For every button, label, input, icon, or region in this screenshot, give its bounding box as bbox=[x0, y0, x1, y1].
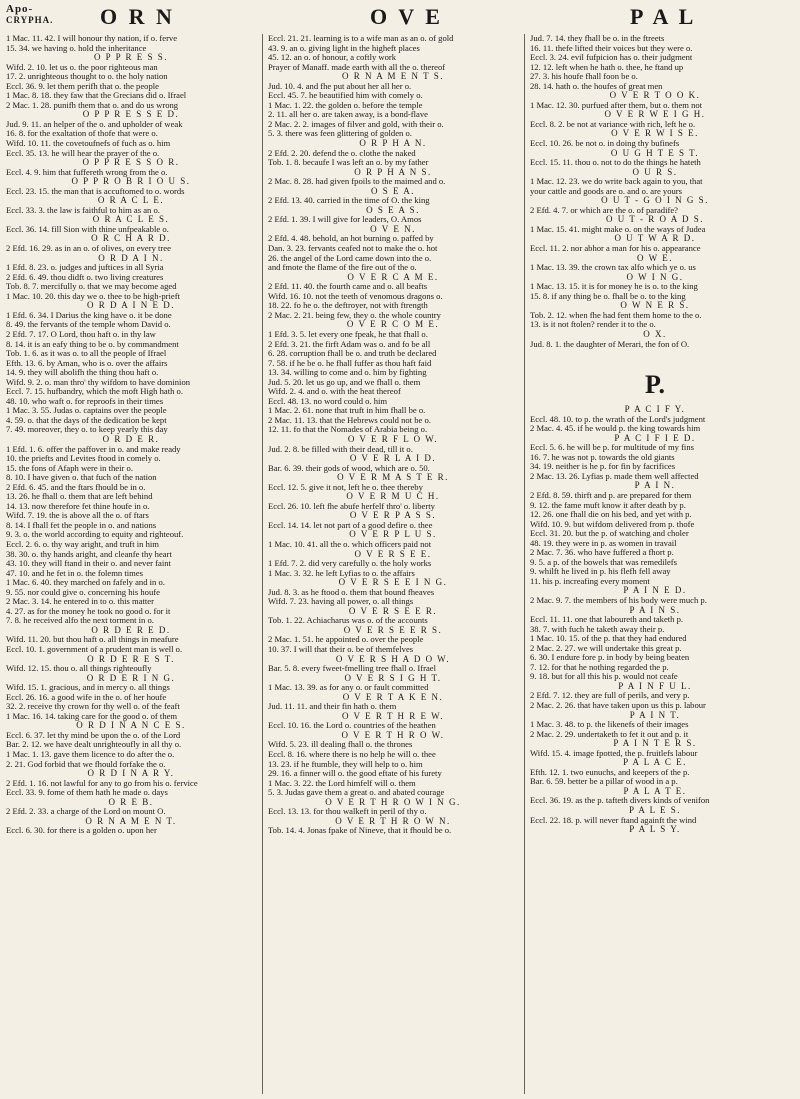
entry-line: Eccl. 10. 1. government of a prudent man is well o. bbox=[6, 645, 183, 654]
entry-line: Bar. 6. 59. better be a pillar of wood in a p. bbox=[530, 777, 678, 787]
headword: O V E R M U C H. bbox=[346, 492, 440, 502]
entry-line: 14. 9. they will abolifh the thing thou haft o. bbox=[6, 368, 159, 378]
headword: O P P R E S S O R. bbox=[82, 158, 180, 168]
entry-line: 1 Mac. 3. 32. he left Lyfias to o. the affairs bbox=[268, 568, 415, 578]
entry-line: 2. 21. God forbid that we fhould forfake the o. bbox=[6, 759, 166, 769]
entry-line: 8. 14. it is an eafy thing to be o. by commandment bbox=[6, 339, 179, 349]
entry-line: Eccl. 48. 13. no word could o. him bbox=[268, 396, 388, 406]
headword: O U T W A R D. bbox=[614, 234, 696, 244]
entry-line: Jud. 7. 14. they fhall be o. in the ftreets bbox=[530, 34, 665, 43]
headword: O U T - G O I N G S. bbox=[601, 196, 709, 206]
entry-line: 14. 13. now therefore fet thine houfe in o. bbox=[6, 501, 150, 511]
entry-line: 1 Mac. 2. 61. none that truft in him fhall be o. bbox=[268, 406, 426, 416]
entry-line: Prayer of Manaff. made earth with all the o. thereof bbox=[268, 62, 446, 72]
entry-line: 9. 12. the fame muft know it after death by p. bbox=[530, 500, 686, 510]
entry-line: 1 Mac. 8. 18. they faw that the Grecians did o. Ifrael bbox=[6, 91, 187, 101]
entry-line: Eccl. 5. 6. he will be p. for multitude of my fins bbox=[530, 443, 694, 453]
entry-line: 1 Mac. 10. 15. of the p. that they had endured bbox=[530, 634, 687, 644]
entry-line: 2 Efd. 1. 39. I will give for leaders, O. Amos bbox=[268, 215, 422, 225]
entry-line: 38. 30. o. thy hands aright, and cleanfe thy heart bbox=[6, 549, 172, 559]
headword: O R C H A R D. bbox=[91, 234, 171, 244]
entry-line: 38. 7. with fuch he taketh away their p. bbox=[530, 624, 665, 634]
header-word-2: O V E bbox=[370, 4, 443, 29]
headword: P A I N F U L. bbox=[618, 681, 692, 691]
column-2 bbox=[268, 34, 518, 1094]
headword: P A I N. bbox=[634, 481, 676, 491]
entry-line: 1 Mac. 1. 22. the golden o. before the temple bbox=[268, 100, 423, 110]
entry-line: 1 Mac. 1. 13. gave them licence to do after the o. bbox=[6, 750, 175, 760]
entry-line: 43. 9. an o. giving light in the higheft places bbox=[268, 43, 420, 53]
entry-line: 1 Mac. 3. 55. Judas o. captains over the people bbox=[6, 406, 167, 416]
entry-line: Eccl. 11. 11. one that laboureth and taketh p. bbox=[530, 615, 684, 625]
entry-line: 6. 28. corruption fhall be o. and truth be declared bbox=[268, 349, 437, 359]
entry-line: 13. is it not ftolen? render it to the o. bbox=[530, 320, 656, 330]
entry-line: 2 Efd. 2. 33. a charge of the Lord on mount O. bbox=[6, 807, 166, 817]
entry-line: Wifd. 16. 10. not the teeth of venomous dragons o. bbox=[268, 291, 443, 301]
entry-line: Eccl. 7. 15. hufbandry, which the moft High hath o. bbox=[6, 387, 184, 397]
header-apocrypha-top: Apo- bbox=[6, 3, 34, 15]
headword: P A I N T. bbox=[629, 710, 681, 720]
entry-line: 9. whilft he lived in p. his flefh fell away bbox=[530, 567, 671, 577]
entry-line: Eccl. 36. 14. fill Sion with thine unfpeakable o. bbox=[6, 224, 169, 234]
entry-line: Eccl. 35. 13. he will hear the prayer of the o. bbox=[6, 148, 160, 158]
entry-line: Eccl. 12. 5. give it not, left he o. thee thereby bbox=[268, 482, 423, 492]
entry-line: Eccl. 10. 26. be not o. in doing thy bufinefs bbox=[530, 139, 680, 149]
entry-line: Wifd. 11. 20. but thou haft o. all things in meafure bbox=[6, 635, 179, 645]
entry-line: 1 Mac. 16. 14. taking care for the good o. of them bbox=[6, 711, 178, 721]
entry-line: 17. 2. unrighteous thought to o. the holy nation bbox=[6, 72, 168, 82]
entry-line: Dan. 3. 23. fervants ceafed not to make the o. hot bbox=[268, 244, 438, 254]
entry-line: 13. 26. he fhall o. them that are left behind bbox=[6, 492, 153, 502]
entry-line: 1 Efd. 1. 6. offer the paffover in o. and make ready bbox=[6, 444, 181, 454]
headword: O V E R T A K E N. bbox=[342, 692, 444, 702]
entry-line: Eccl. 4. 9. him that fuffereth wrong from the o. bbox=[6, 167, 168, 177]
entry-line: 8. 14. I fhall fet the people in o. and nations bbox=[6, 520, 157, 530]
entry-line: Eccl. 48. 10. to p. the wrath of the Lord's judgment bbox=[530, 414, 706, 424]
entry-line: Tob. 8. 7. mercifully o. that we may become aged bbox=[6, 282, 177, 292]
entry-line: Eccl. 21. 21. learning is to a wife man as an o. of gold bbox=[268, 34, 454, 43]
entry-line: Eccl. 2. 6. o. thy way aright, and truft in him bbox=[6, 539, 159, 549]
entry-line: Wifd. 15. 4. image fpotted, the p. fruitlefs labour bbox=[530, 748, 698, 758]
entry-line: 2 Mac. 8. 28. had given fpoils to the maimed and o. bbox=[268, 177, 446, 187]
entry-line: 1 Mac. 10. 20. this day we o. thee to be high-prieft bbox=[6, 291, 180, 301]
entry-line: 4. 59. o. that the days of the dedication be kept bbox=[6, 415, 167, 425]
section-letter: P. bbox=[645, 370, 665, 400]
entry-line: 1 Mac. 3. 22. the Lord himfelf will o. them bbox=[268, 778, 416, 788]
headword: O U G H T E S T. bbox=[610, 148, 700, 158]
entry-line: 27. 3. his houfe fhall foon be o. bbox=[530, 72, 638, 82]
entry-line: 26. the angel of the Lord came down into the o. bbox=[268, 253, 432, 263]
headword: O R D A I N E D. bbox=[86, 301, 175, 311]
entry-line: 2 Efd. 13. 40. carried in the time of O. the king bbox=[268, 196, 430, 206]
entry-line: 2 Mac. 1. 51. he appointed o. over the people bbox=[268, 635, 424, 645]
entry-line: 32. 2. receive thy crown for thy well o. of the feaft bbox=[6, 702, 180, 712]
headword: O V E R C O M E. bbox=[346, 320, 440, 330]
headword: O V E R M A S T E R. bbox=[337, 473, 449, 483]
entry-line: 2 Efd. 8. 59. thirft and p. are prepared for them bbox=[530, 490, 692, 500]
entry-line: 8. 49. the fervants of the temple whom David o. bbox=[6, 320, 171, 330]
headword: O V E R T H R O W I N G. bbox=[325, 797, 461, 807]
entry-line: 16. 7. he was not p. towards the old giants bbox=[530, 452, 675, 462]
headword: O V E R L A I D. bbox=[349, 454, 437, 464]
headword: O V E R P A S S. bbox=[349, 511, 437, 521]
entry-line: 2 Mac. 2. 27. we will undertake this great p. bbox=[530, 643, 682, 653]
headword: O R P H A N S. bbox=[354, 167, 432, 177]
headword: O V E R S E E. bbox=[354, 549, 432, 559]
entry-line: and fmote the flame of the fire out of the o. bbox=[268, 263, 417, 273]
entry-line: Wifd. 12. 15. thou o. all things righteoufly bbox=[6, 664, 152, 674]
entry-line: Eccl. 23. 15. the man that is accuftomed to o. words bbox=[6, 186, 185, 196]
entry-line: 2 Efd. 6. 45. and the ftars fhould be in o. bbox=[6, 482, 146, 492]
headword: O V E R C A M E. bbox=[347, 272, 439, 282]
entry-line: 2 Efd. 7. 17. O Lord, thou haft o. in thy law bbox=[6, 329, 156, 339]
entry-line: Tob. 1. 6. as it was o. to all the people of Ifrael bbox=[6, 349, 167, 359]
entry-line: Eccl. 8. 2. be not at variance with rich, left he o. bbox=[530, 119, 696, 129]
entry-line: Wifd. 2. 4. and o. with the heat thereof bbox=[268, 387, 401, 397]
entry-line: 28. 14. hath o. the houfes of great men bbox=[530, 81, 663, 91]
entry-line: Eccl. 33. 9. fome of them hath he made o. days bbox=[6, 788, 168, 798]
entry-line: Eccl. 11. 2. nor abhor a man for his o. appearance bbox=[530, 244, 701, 254]
entry-line: Wifd. 5. 23. ill dealing fhall o. the thrones bbox=[268, 740, 413, 750]
entry-line: 2 Efd. 11. 40. the fourth came and o. all beafts bbox=[268, 282, 428, 292]
entry-line: Eccl. 3. 24. evil fufpicion has o. their judgment bbox=[530, 53, 693, 63]
entry-line: 1 Efd. 7. 2. did very carefully o. the holy works bbox=[268, 559, 432, 569]
headword: O U R S. bbox=[632, 167, 678, 177]
column-3 bbox=[530, 34, 780, 1094]
header-word-3: P A L bbox=[630, 4, 697, 29]
headword: O V E R T H R E W. bbox=[341, 711, 445, 721]
entry-line: Tob. 2. 12. when fhe had fent them home to the o. bbox=[530, 310, 702, 320]
entry-line: 48. 19. they were in p. as women in travail bbox=[530, 538, 677, 548]
entry-line: 2 Efd. 1. 16. not lawful for any to go from his o. fervice bbox=[6, 778, 198, 788]
headword: O P P R E S S E D. bbox=[82, 110, 180, 120]
entry-line: 29. 16. a finner will o. the good eftate of his furety bbox=[268, 769, 442, 779]
entry-line: Eccl. 13. 13. for thou walkeft in peril of thy o. bbox=[268, 807, 427, 817]
headword: O V E R F L O W. bbox=[347, 434, 439, 444]
entry-line: Wifd. 9. 2. o. man thro' thy wifdom to have dominion bbox=[6, 377, 191, 387]
headword: O P P R O B R I O U S. bbox=[71, 177, 191, 187]
entry-line: 2 Efd. 3. 21. the firft Adam was o. and fo be all bbox=[268, 339, 431, 349]
entry-line: 1 Mac. 10. 41. all the o. which officers paid not bbox=[268, 539, 432, 549]
entry-line: 2 Efd. 6. 49. thou didft o. two living creatures bbox=[6, 272, 164, 282]
entry-line: 48. 10. who waft o. for reproofs in their times bbox=[6, 396, 164, 406]
entry-line: 47. 10. and he fet in o. the folemn times bbox=[6, 568, 143, 578]
entry-line: Tob. 1. 22. Achiacharus was o. of the accounts bbox=[268, 616, 428, 626]
entry-line: Bar. 2. 12. we have dealt unrighteoufly in all thy o. bbox=[6, 740, 182, 750]
headword: O R A C L E S. bbox=[92, 215, 170, 225]
entry-line: Eccl. 6. 37. let thy mind be upon the o. of the Lord bbox=[6, 730, 181, 740]
entry-line: 2 Mac. 11. 13. that the Hebrews could not be o. bbox=[268, 415, 431, 425]
entry-line: Wifd. 2. 10. let us o. the poor righteous man bbox=[6, 62, 158, 72]
entry-line: Tob. 1. 8. becaufe I was left an o. by my father bbox=[268, 158, 429, 168]
entry-line: Efth. 12. 1. two eunuchs, and keepers of the p. bbox=[530, 767, 690, 777]
entry-line: Jud. 8. 3. as he ftood o. them that bound fheaves bbox=[268, 587, 435, 597]
entry-line: 6. 30. I endure fore p. in body by being beaten bbox=[530, 653, 690, 663]
entry-line: Eccl. 31. 20. but the p. of watching and choler bbox=[530, 529, 689, 539]
entry-line: 1 Mac. 13. 15. it is for money he is o. to the king bbox=[530, 282, 698, 292]
entry-line: Efth. 13. 6. by Aman, who is o. over the affairs bbox=[6, 358, 168, 368]
headword: O R P H A N. bbox=[359, 139, 427, 149]
entry-line: 34. 19. neither is he p. for fin by facrifices bbox=[530, 462, 676, 472]
entry-line: 15. 34. we having o. hold the inheritance bbox=[6, 43, 147, 53]
headword: O R D I N A N C E S. bbox=[76, 721, 186, 731]
entry-line: Jud. 2. 8. be filled with their dead, till it o. bbox=[268, 444, 413, 454]
entry-line: 13. 34. willing to come and o. him by fighting bbox=[268, 368, 427, 378]
entry-line: 5. 3. Judas gave them a great o. and abated courage bbox=[268, 788, 445, 798]
headword: O R D I N A R Y. bbox=[87, 769, 175, 779]
entry-line: Jud. 11. 11. and their fin hath o. them bbox=[268, 702, 397, 712]
entry-line: 2 Mac. 9. 7. the members of his body were much p. bbox=[530, 595, 707, 605]
entry-line: 2. 11. all her o. are taken away, is a bond-flave bbox=[268, 110, 428, 120]
headword: O V E R S E E R S. bbox=[343, 625, 443, 635]
entry-line: Eccl. 6. 30. for there is a golden o. upon her bbox=[6, 826, 157, 836]
entry-line: 7. 49. moreover, they o. to keep yearly this day bbox=[6, 425, 168, 435]
entry-line: 2 Mac. 2. 2. images of filver and gold, with their o. bbox=[268, 119, 444, 129]
entry-line: Wifd. 7. 19. the is above all the o. of ftars bbox=[6, 511, 149, 521]
headword: O R N A M E N T. bbox=[85, 816, 177, 826]
entry-line: 1 Mac. 15. 41. might make o. on the ways of Judea bbox=[530, 224, 706, 234]
entry-line: 1 Mac. 12. 23. we do write back again to you, that bbox=[530, 177, 703, 187]
entry-line: 1 Mac. 11. 42. I will honour thy nation, if o. ferve bbox=[6, 34, 178, 43]
headword: P A I N S. bbox=[629, 605, 681, 615]
entry-line: Wifd. 7. 23. having all power, o. all things bbox=[268, 597, 414, 607]
headword: P A L E S. bbox=[628, 806, 682, 816]
entry-line: your cattle and goods are o. and o. are yours bbox=[530, 186, 683, 196]
headword: O R E B. bbox=[108, 797, 154, 807]
entry-line: 2 Efd. 4. 48. behold, an hot burning o. paffed by bbox=[268, 234, 434, 244]
headword: O V E R S I G H T. bbox=[344, 673, 442, 683]
entry-line: 13. 23. if he ftumble, they will help to o. him bbox=[268, 759, 423, 769]
entry-line: Eccl. 26. 16. a good wife in the o. of her houfe bbox=[6, 692, 167, 702]
headword: O V E R T H R O W. bbox=[341, 730, 445, 740]
headword: P A L S Y. bbox=[629, 825, 681, 835]
entry-line: 9. 18. but for all this his p. would not ceafe bbox=[530, 672, 678, 682]
entry-line: 2 Mac. 2. 26. that have taken upon us this p. labour bbox=[530, 701, 706, 710]
headword: P A L A C E. bbox=[623, 758, 687, 768]
entry-line: 2 Mac. 1. 28. punifh them that o. and do us wrong bbox=[6, 100, 179, 110]
entry-line: 1 Efd. 6. 34. I Darius the king have o. it be done bbox=[6, 310, 172, 320]
entry-line: 1 Mac. 13. 39. the crown tax alfo which ye o. us bbox=[530, 263, 696, 273]
headword: O V E R S H A D O W. bbox=[335, 654, 451, 664]
headword: O V E R S E E R. bbox=[348, 606, 438, 616]
headword: O S E A. bbox=[370, 186, 415, 196]
entry-line: 1 Mac. 6. 40. they marched on fafely and in o. bbox=[6, 578, 165, 588]
entry-line: 8. 10. I have given o. that fuch of the nation bbox=[6, 473, 157, 483]
headword: O W E. bbox=[637, 253, 673, 263]
headword: O U T - R O A D S. bbox=[606, 215, 704, 225]
entry-line: 1 Mac. 3. 48. to p. the likenefs of their images bbox=[530, 720, 689, 730]
headword: O V E N. bbox=[370, 224, 416, 234]
entry-line: 18. 22. fo he o. the deftroyer, not with ftrength bbox=[268, 301, 428, 311]
entry-line: Eccl. 36. 9. let them perifh that o. the people bbox=[6, 81, 159, 91]
entry-line: 7. 12. for that he nothing regarded the p. bbox=[530, 662, 669, 672]
entry-line: 12. 26. one fhall die on his bed, and yet with p. bbox=[530, 510, 692, 520]
entry-line: Eccl. 22. 18. p. will never ftand againft the wind bbox=[530, 815, 697, 825]
entry-line: 2 Mac. 13. 26. Lyfias p. made them well affected bbox=[530, 471, 699, 481]
header-word-1: O R N bbox=[100, 4, 175, 29]
entry-line: Eccl. 8. 16. where there is no help he will o. thee bbox=[268, 750, 436, 760]
headword: O W N E R S. bbox=[620, 301, 690, 311]
entry-line: 1 Mac. 13. 39. as for any o. or fault committed bbox=[268, 683, 429, 693]
entry-line: 1 Efd. 3. 5. let every one fpeak, he that fhall o. bbox=[268, 329, 428, 339]
headword: O R N A M E N T S. bbox=[342, 72, 444, 82]
headword: O V E R T H R O W N. bbox=[335, 816, 451, 826]
entry-line: 1 Efd. 8. 23. o. judges and juftices in all Syria bbox=[6, 263, 164, 273]
headword: O R D E R E D. bbox=[91, 625, 171, 635]
column-divider bbox=[262, 34, 263, 1094]
headword: O R D E R. bbox=[102, 434, 160, 444]
entry-line: Eccl. 33. 3. the law is faithful to him as an o. bbox=[6, 205, 160, 215]
headword: P A I N E D. bbox=[623, 586, 687, 596]
headword: O V E R S E E I N G. bbox=[338, 578, 448, 588]
entry-line: 2 Efd. 16. 29. as in an o. of olives, on every tree bbox=[6, 244, 171, 254]
entry-line: 7. 58. if he be o. he fhall fuffer as thou haft faid bbox=[268, 358, 432, 368]
entry-line: 11. his p. increafing every moment bbox=[530, 576, 650, 586]
headword: O V E R T O O K. bbox=[609, 91, 701, 101]
entry-line: Eccl. 36. 19. as the p. tafteth divers kinds of venifon bbox=[530, 796, 710, 806]
headword: O R A C L E. bbox=[97, 196, 165, 206]
entry-line: 10. the priefts and Levites ftood in comely o. bbox=[6, 454, 161, 464]
column-1 bbox=[6, 34, 256, 1094]
entry-line: 16. 11. thefe lifted their voices but they were o. bbox=[530, 43, 693, 53]
entry-line: 43. 10. they will ftand in their o. and never faint bbox=[6, 559, 171, 569]
entry-line: 15. 8. if any thing be o. fhall be o. to the king bbox=[530, 291, 686, 301]
entry-line: Eccl. 26. 10. left fhe abufe herfelf thro' o. liberty bbox=[268, 501, 435, 511]
entry-line: 2 Efd. 2. 20. defend the o. clothe the naked bbox=[268, 148, 416, 158]
headword: O V E R W E I G H. bbox=[604, 110, 706, 120]
header-apocrypha-bottom: CRYPHA. bbox=[6, 15, 54, 25]
headword: O V E R P L U S. bbox=[349, 530, 437, 540]
headword: O P P R E S S. bbox=[93, 53, 169, 63]
entry-line: 2 Mac. 2. 29. undertaketh to fet it out and p. it bbox=[530, 729, 689, 739]
entry-line: Wifd. 15. 1. gracious, and in mercy o. all things bbox=[6, 683, 170, 693]
entry-line: Tob. 14. 4. Jonas fpake of Nineve, that it fhould be o. bbox=[268, 826, 452, 836]
entry-line: Eccl. 15. 11. thou o. not to do the things he hateth bbox=[530, 158, 701, 168]
entry-line: 2 Mac. 3. 14. he entered in to o. this matter bbox=[6, 597, 154, 607]
column-divider bbox=[524, 34, 525, 1094]
entry-line: 10. 37. I will that their o. be of themfelves bbox=[268, 645, 414, 654]
entry-line: 7. 8. he received alfo the next torment in o. bbox=[6, 616, 154, 626]
entry-line: 4. 27. as for the money he took no good o. for it bbox=[6, 606, 171, 616]
entry-line: Eccl. 10. 16. the Lord o. countries of the heathen bbox=[268, 721, 436, 731]
headword: O V E R W I S E. bbox=[611, 129, 699, 139]
entry-line: 9. 3. o. the world according to equity and righteouf. bbox=[6, 530, 184, 540]
entry-line: Jud. 5. 20. let us go up, and we fhall o. them bbox=[268, 377, 421, 387]
headword: O R D E R E S T. bbox=[87, 654, 175, 664]
headword: O X. bbox=[643, 329, 667, 339]
headword: O S E A S. bbox=[366, 205, 420, 215]
entry-line: 2 Mac. 2. 21. being few, they o. the whole country bbox=[268, 310, 441, 320]
headword: O R D E R I N G. bbox=[86, 673, 176, 683]
entry-line: Bar. 6. 39. their gods of wood, which are o. 50. bbox=[268, 463, 430, 473]
headword: O W I N G. bbox=[626, 272, 684, 282]
entry-line: 2 Efd. 7. 12. they are full of perils, and very p. bbox=[530, 691, 690, 701]
headword: O R D A I N. bbox=[98, 253, 164, 263]
entry-line: 2 Mac. 4. 45. if he would p. the king towards him bbox=[530, 424, 701, 434]
headword: P A L A T E. bbox=[623, 786, 687, 796]
entry-line: 12. 11. fo that the Nomades of Arabia being o. bbox=[268, 425, 428, 435]
headword: P A C I F I E D. bbox=[614, 433, 696, 443]
entry-line: Wifd. 10. 9. but wifdom delivered from p. thofe bbox=[530, 519, 695, 529]
headword: P A C I F Y. bbox=[624, 405, 686, 415]
entry-line: Jud. 8. 1. the daughter of Merari, the fon of O. bbox=[530, 339, 690, 349]
entry-line: Jud. 9. 11. an helper of the o. and upholder of weak bbox=[6, 119, 183, 129]
entry-line: Eccl. 14. 14. let not part of a good defire o. thee bbox=[268, 520, 433, 530]
entry-line: 9. 55. nor could give o. concerning his houfe bbox=[6, 587, 160, 597]
entry-line: 5. 3. there was feen glittering of golden o. bbox=[268, 129, 412, 139]
entry-line: 15. the fons of Afaph were in their o. bbox=[6, 463, 133, 473]
entry-line: Bar. 5. 8. every fweet-fmelling tree fhall o. Ifrael bbox=[268, 664, 436, 674]
headword: P A I N T E R S. bbox=[613, 739, 697, 749]
running-header-left bbox=[6, 4, 53, 26]
entry-line: Eccl. 45. 7. he beautified him with comely o. bbox=[268, 91, 423, 101]
entry-line: 1 Mac. 12. 30. purfued after them, but o. them not bbox=[530, 100, 703, 110]
entry-line: 12. 12. left when he hath o. thee, he ftand up bbox=[530, 62, 684, 72]
entry-line: 2 Mac. 7. 36. who have fuffered a fhort p. bbox=[530, 548, 674, 558]
entry-line: Wifd. 10. 11. the covetoufnefs of fuch as o. him bbox=[6, 139, 171, 149]
entry-line: 9. 5. a p. of the bowels that was remedilefs bbox=[530, 557, 678, 567]
entry-line: 45. 12. an o. of honour, a coftly work bbox=[268, 53, 397, 63]
entry-line: Jud. 10. 4. and fhe put about her all her o. bbox=[268, 81, 412, 91]
entry-line: 16. 8. for the exaltation of thofe that were o. bbox=[6, 129, 158, 139]
entry-line: 2 Efd. 4. 7. or which are the o. of paradife? bbox=[530, 205, 678, 215]
